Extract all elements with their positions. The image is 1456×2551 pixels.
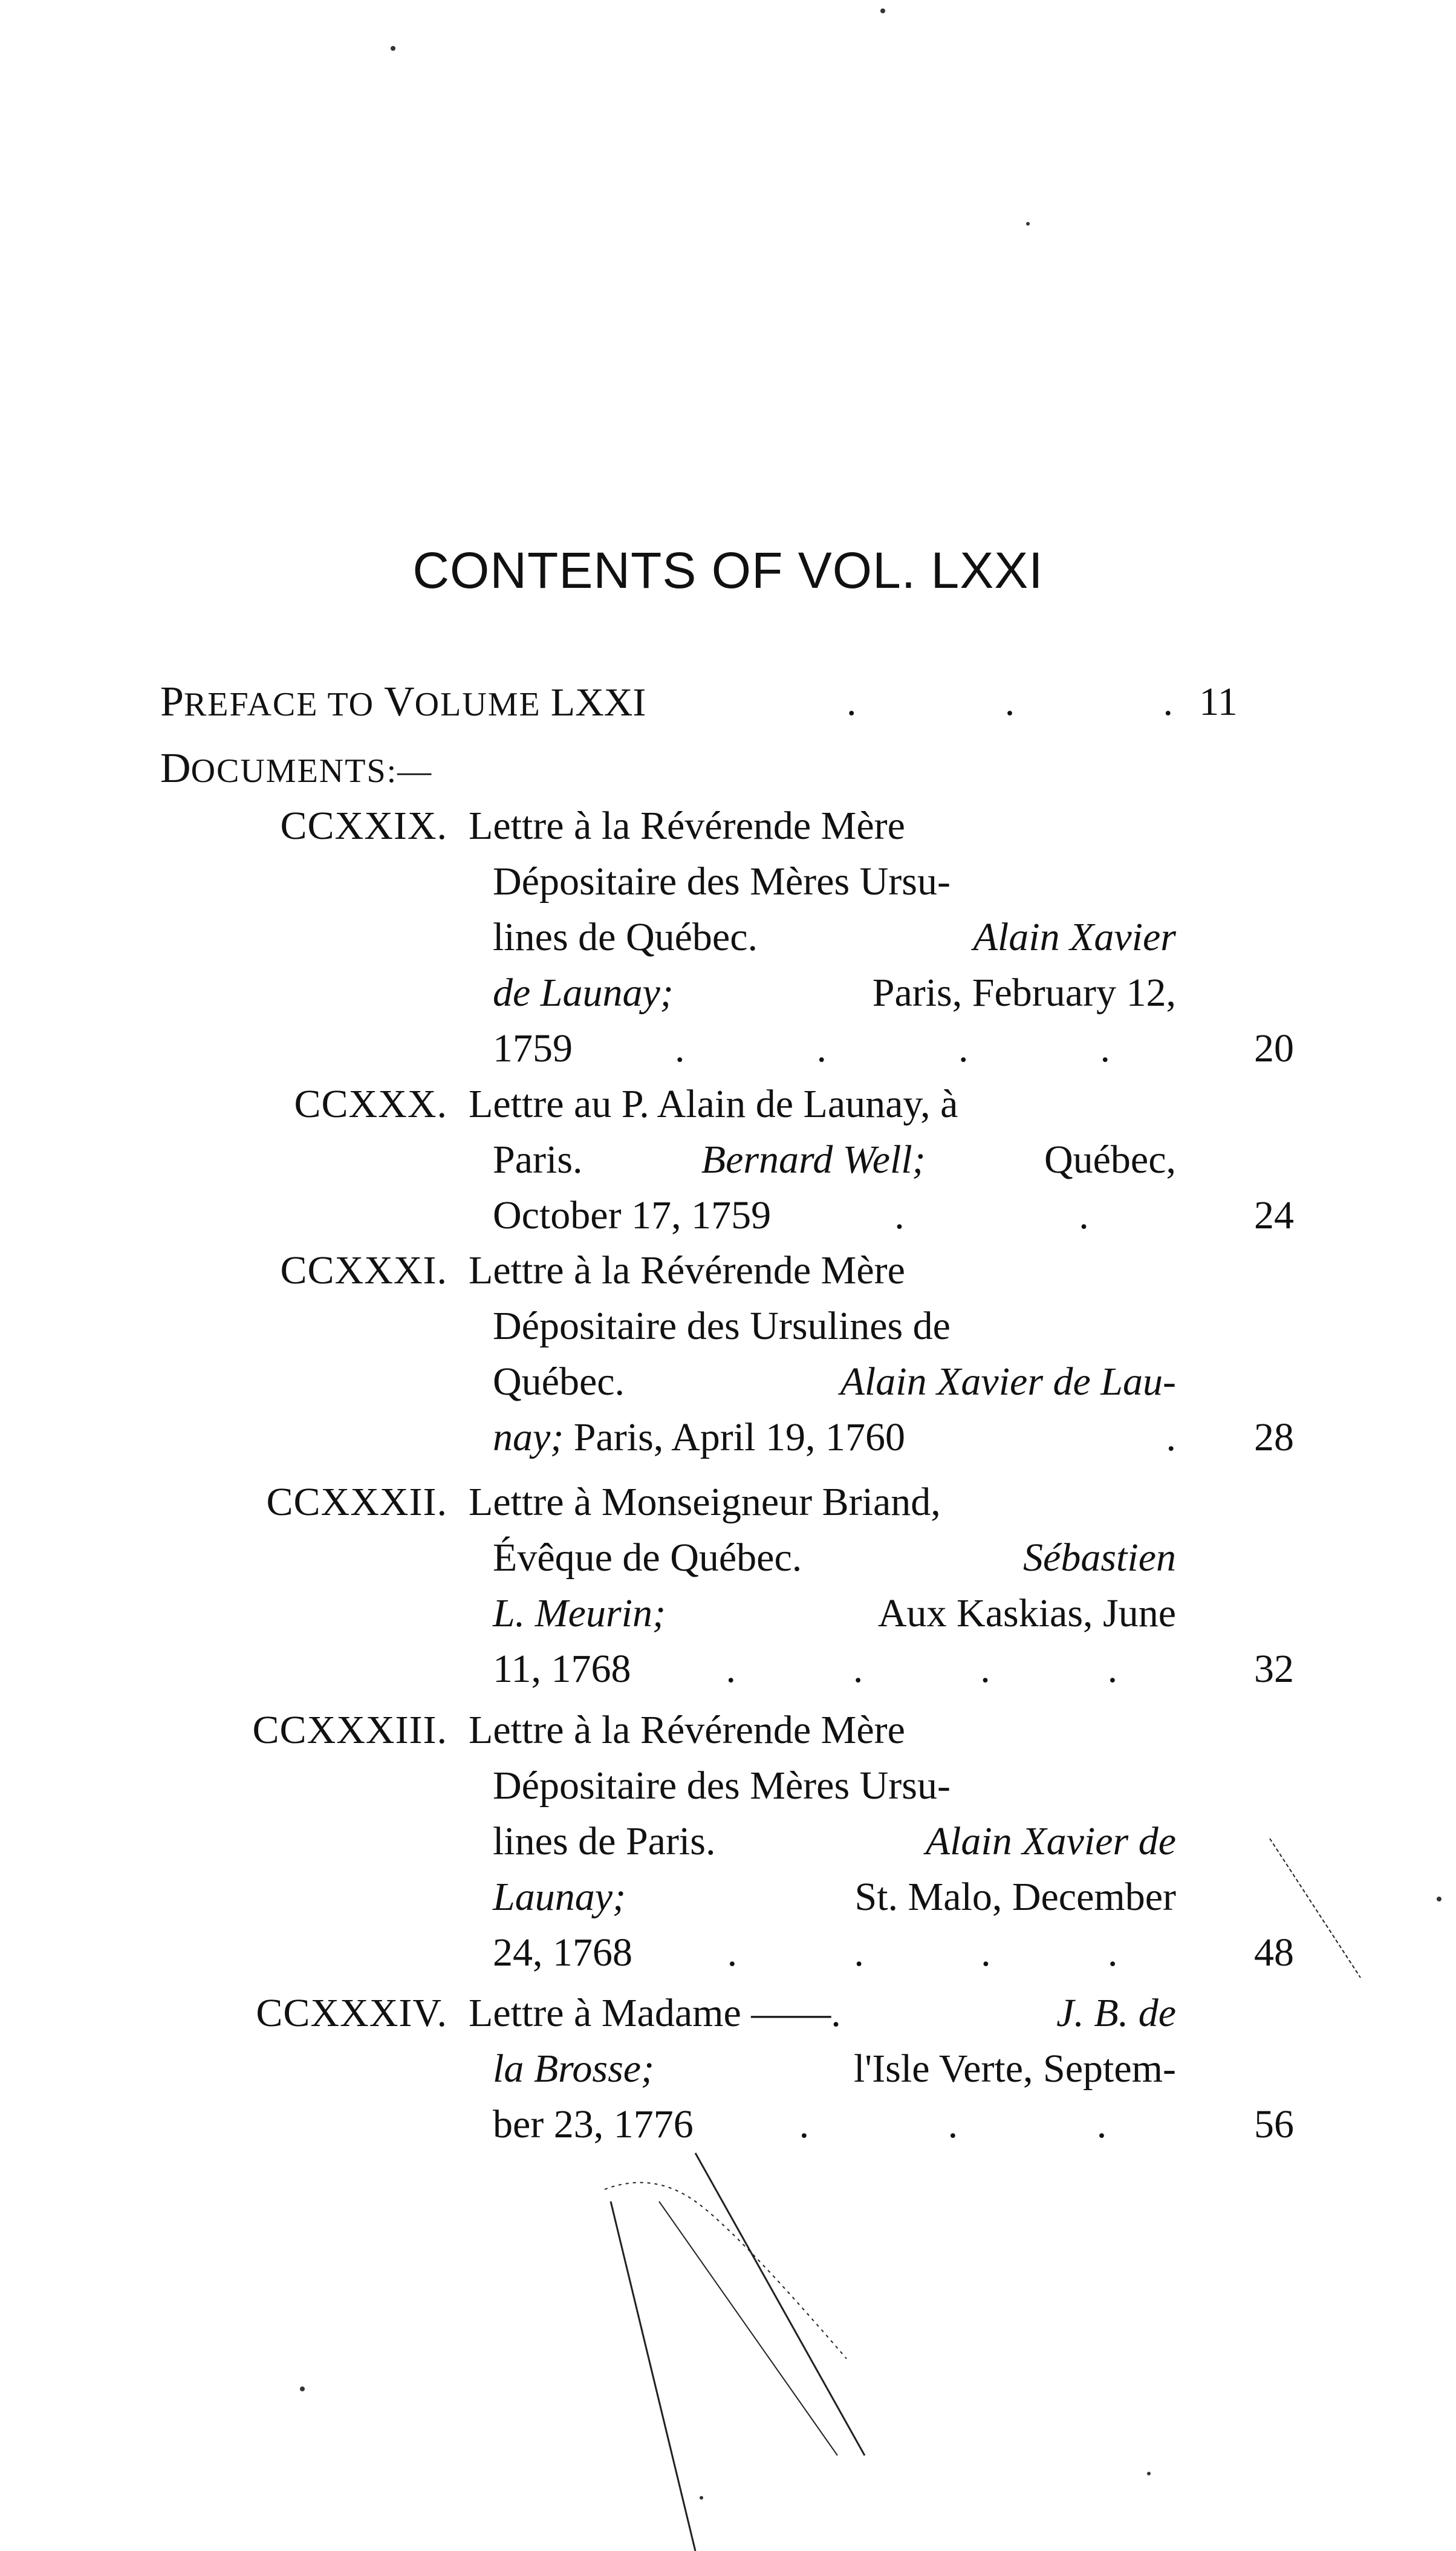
entry-author: L. Meurin; (493, 1591, 666, 1635)
leader-dots: . . . . (726, 1647, 1118, 1691)
entry-line: Lettre à Monseigneur Briand, (469, 1480, 941, 1524)
entry-text: Paris. (493, 1138, 583, 1182)
entry-author: Bernard Well; (701, 1138, 926, 1182)
entry-page-number: 24 (1254, 1193, 1294, 1237)
scan-line (605, 2183, 847, 2359)
speck (880, 8, 885, 13)
leader-dots: . . (894, 1193, 1089, 1237)
entry-line: Lettre à la Révérende Mère (469, 1248, 905, 1292)
entry-text: lines de Paris. (493, 1819, 716, 1863)
entry-author: la Brosse; (493, 2047, 655, 2091)
entry-page-number: 32 (1254, 1647, 1294, 1691)
entry-text: Lettre à Madame ——. (469, 1991, 841, 2035)
preface-page-number: 11 (1199, 680, 1238, 724)
entry-line: Dépositaire des Mères Ursu- (493, 1764, 951, 1808)
entry-text: Paris, February 12, (872, 971, 1176, 1015)
entry-author: Alain Xavier de Lau- (840, 1360, 1176, 1404)
preface-text: REFACE TO (183, 686, 385, 723)
page-title: CONTENTS OF VOL. LXXI (412, 542, 1044, 599)
leader-dots: . . . (799, 2102, 1107, 2146)
leader-dots: . . . . (727, 1930, 1118, 1975)
entry-line: Dépositaire des Ursulines de (493, 1304, 951, 1348)
entry-text: l'Isle Verte, Septem- (853, 2047, 1176, 2091)
entry-page-number: 20 (1254, 1026, 1294, 1070)
scan-line (1270, 1839, 1360, 1978)
entry-date: 11, 1768 (493, 1647, 631, 1691)
entry-author: J. B. de (1056, 1991, 1176, 2035)
speck (300, 2386, 305, 2391)
documents-text: OCUMENTS:— (190, 752, 433, 790)
entry-date: October 17, 1759 (493, 1193, 772, 1237)
entry-date: 1759 (493, 1026, 573, 1070)
entry-text: St. Malo, December (854, 1875, 1176, 1919)
entry-text: lines de Québec. (493, 915, 758, 959)
entry-page-number: 28 (1254, 1415, 1294, 1459)
preface-numeral: LXXI (550, 680, 646, 725)
entry-numeral: CCXXX. (294, 1082, 447, 1126)
entry-author: Launay; (493, 1875, 626, 1919)
entry-text: Québec. (493, 1360, 625, 1404)
entry-line: Lettre au P. Alain de Launay, à (469, 1082, 958, 1126)
scan-line (695, 2153, 865, 2455)
speck (700, 2496, 703, 2500)
preface-initial-2: V (384, 679, 415, 725)
entry-numeral: CCXXIX. (280, 804, 447, 848)
entry-date: ber 23, 1776 (493, 2102, 694, 2146)
entry-line: Lettre à la Révérende Mère (469, 1708, 905, 1752)
entry-numeral: CCXXXII. (266, 1480, 447, 1524)
leader-dots: . (1166, 1415, 1176, 1459)
speck (1437, 1897, 1441, 1901)
entry-text: Aux Kaskias, June (877, 1591, 1176, 1635)
entry-numeral: CCXXXIII. (252, 1708, 447, 1752)
entry-page-number: 48 (1254, 1930, 1294, 1975)
entry-author: de Launay; (493, 971, 674, 1015)
speck (391, 46, 395, 51)
preface-initial: P (160, 679, 184, 725)
preface-text-2: OLUME (414, 686, 551, 723)
entry-author: Alain Xavier de (925, 1819, 1176, 1863)
speck (1026, 222, 1030, 226)
scan-line (611, 2201, 695, 2551)
entry-date: Paris, April 19, 1760 (573, 1415, 905, 1459)
entry-line: Lettre à la Révérende Mère (469, 804, 905, 848)
entry-author: nay; (493, 1415, 564, 1459)
entry-numeral: CCXXXI. (280, 1248, 447, 1292)
entry-text: Évêque de Québec. (493, 1536, 802, 1580)
leader-dots: . . . . (675, 1026, 1110, 1070)
speck (1147, 2472, 1151, 2475)
documents-initial: D (160, 745, 191, 792)
entry-author: Sébastien (1023, 1536, 1176, 1580)
entry-text: Québec, (1044, 1138, 1176, 1182)
scan-line (659, 2201, 837, 2455)
entry-line: Dépositaire des Mères Ursu- (493, 859, 951, 904)
entry-date: 24, 1768 (493, 1930, 632, 1975)
entry-numeral: CCXXXIV. (256, 1991, 447, 2035)
entry-author: Alain Xavier (973, 915, 1176, 959)
preface-leader-dots: . . . (847, 680, 1173, 724)
entry-page-number: 56 (1254, 2102, 1294, 2146)
